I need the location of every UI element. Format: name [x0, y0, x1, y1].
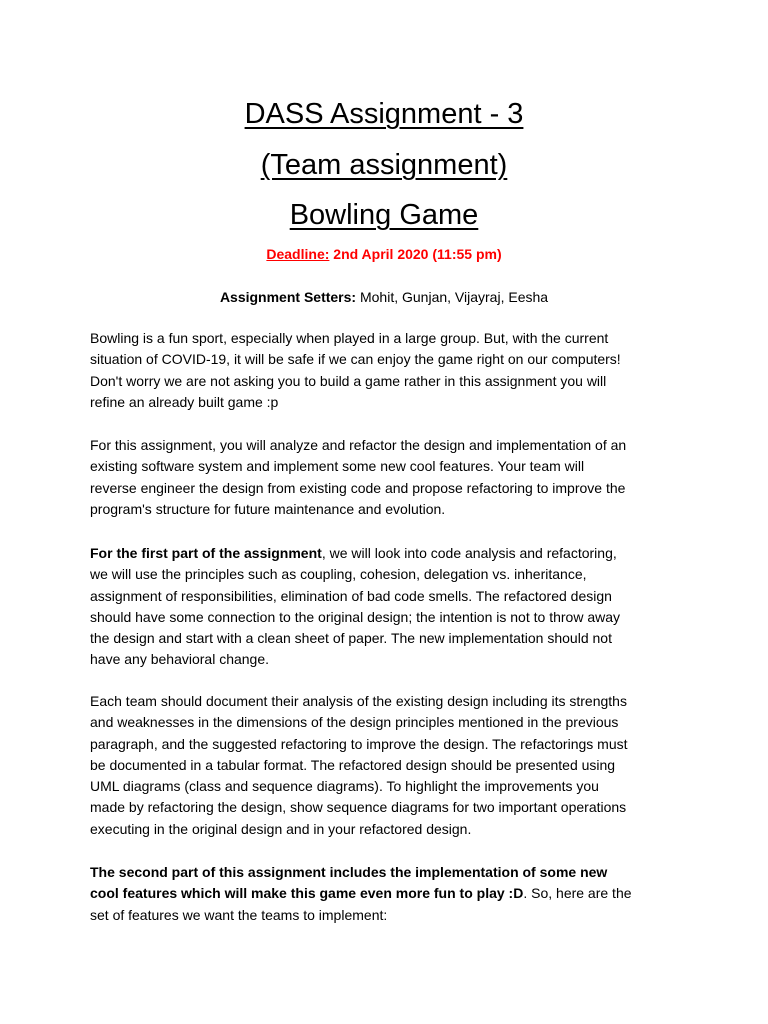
paragraph-line: executing in the original design and in your refactored design.	[90, 820, 472, 837]
deadline-label: Deadline:	[266, 246, 330, 262]
paragraph-line	[90, 883, 690, 904]
paragraph-line: situation of COVID-19, it will be safe if we can enjoy the game right on our computers!	[90, 351, 621, 368]
deadline-value: 2nd April 2020 (11:55 pm)	[329, 246, 502, 262]
paragraph-line: and weaknesses in the dimensions of the design principles mentioned in the previous	[90, 714, 619, 731]
bold-line-2: cool features which will make this game even more fun to play :D	[90, 885, 524, 902]
paragraph-intro	[90, 328, 690, 413]
paragraph-line: UML diagrams (class and sequence diagrams). To highlight the improvements you	[90, 778, 599, 795]
title-line-2: (Team assignment)	[260, 149, 508, 181]
deadline	[0, 244, 768, 264]
paragraph-overview	[90, 435, 690, 520]
paragraph-documentation	[90, 691, 690, 840]
paragraph-line: Each team should document their analysis of the existing design including its strengths	[90, 693, 627, 709]
title-line-1: DASS Assignment - 3	[244, 98, 524, 130]
paragraph-line: the design and start with a clean sheet of paper. The new implementation should not	[90, 630, 612, 647]
line-2-rest: . So, here are the	[523, 885, 632, 902]
paragraph-line: made by refactoring the design, show sequence diagrams for two important operations	[90, 799, 627, 816]
title-line-3: Bowling Game	[289, 199, 479, 231]
paragraph-line: For this assignment, you will analyze and refactor the design and implementation of an	[90, 437, 627, 453]
bold-line-1: The second part of this assignment includes the implementation of some new	[90, 864, 608, 880]
paragraph-line: should have some connection to the original design; the intention is not to throw away	[90, 608, 620, 625]
assignment-setters	[0, 287, 768, 307]
paragraph-line: paragraph, and the suggested refactoring to improve the design. The refactorings must	[90, 735, 628, 752]
paragraph-line: Bowling is a fun sport, especially when played in a large group. But, with the current	[90, 330, 609, 346]
paragraph-line: set of features we want the teams to implement:	[90, 906, 388, 923]
setters-names: Mohit, Gunjan, Vijayraj, Eesha	[356, 289, 549, 305]
paragraph-line: refine an already built game :p	[90, 393, 279, 410]
paragraph-line	[90, 862, 690, 883]
setters-label: Assignment Setters:	[219, 289, 357, 305]
paragraph-line: we will use the principles such as coupling, cohesion, delegation vs. inheritance,	[90, 566, 587, 583]
paragraph-second-part	[90, 862, 690, 926]
paragraph-line: have any behavioral change.	[90, 651, 270, 668]
paragraph-line: Don't worry we are not asking you to build a game rather in this assignment you will	[90, 372, 607, 389]
paragraph-line: reverse engineer the design from existing code and propose refactoring to improve the	[90, 479, 626, 496]
paragraph-line: assignment of responsibilities, elimination of bad code smells. The refactored design	[90, 587, 612, 604]
paragraph-line: be documented in a tabular format. The refactored design should be presented using	[90, 756, 616, 773]
paragraph-line: existing software system and implement some new cool features. Your team will	[90, 458, 585, 475]
paragraph-line	[90, 543, 690, 564]
first-line-rest: , we will look into code analysis and refactoring,	[321, 545, 617, 561]
paragraph-line: program's structure for future maintenance and evolution.	[90, 500, 446, 517]
bold-lead: For the first part of the assignment	[90, 545, 322, 561]
paragraph-first-part	[90, 543, 690, 671]
